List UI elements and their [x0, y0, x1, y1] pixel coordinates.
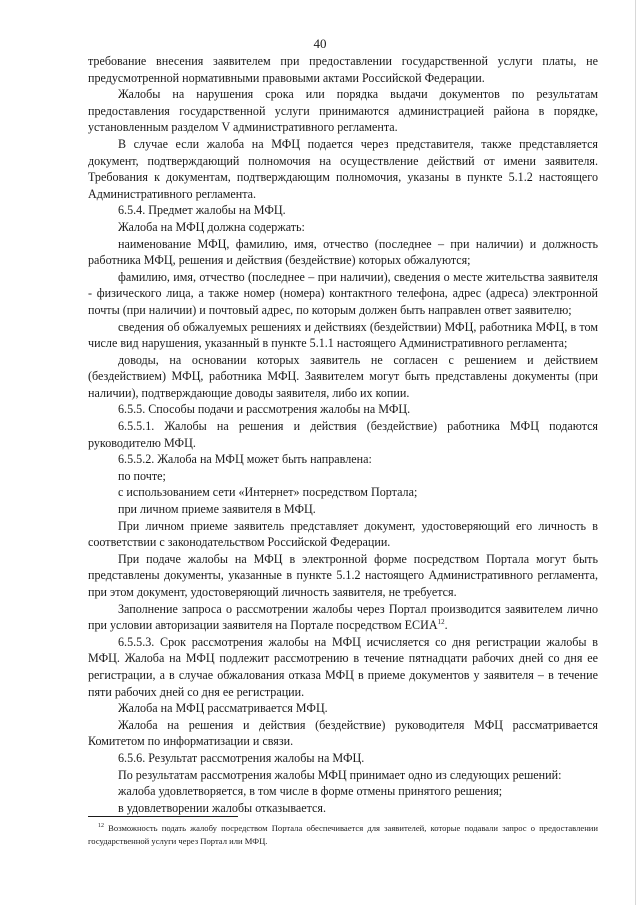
paragraph: При личном приеме заявитель представляет документ, удостоверяющий его личность в соответствии с законодательством Российской Федерации. — [88, 518, 598, 550]
footnote — [88, 822, 598, 847]
scan-edge — [635, 0, 636, 905]
paragraph: По результатам рассмотрения жалобы МФЦ принимает одно из следующих решений: — [118, 767, 562, 782]
paragraph: В случае если жалоба на МФЦ подается через представителя, также представляется документ, подтверждающий полномочия на осуществление действий от имени заявителя. Требования к документам, подтверждающим полномочия, указаны в пункте 5.1.2 настоящего Административного регламента. — [88, 136, 598, 201]
list-item: наименование МФЦ, фамилию, имя, отчество (последнее – при наличии) и должность работника МФЦ, решения и действия (бездействие) которых обжалуются; — [88, 236, 598, 268]
footnote-text: Возможность подать жалобу посредством Портала обеспечивается для заявителей, которые подавали запрос о предоставлении государственной услуги через Портал или МФЦ. — [88, 823, 598, 846]
footnote-reference: 12 — [437, 618, 445, 627]
section-heading: 6.5.4. Предмет жалобы на МФЦ. — [118, 203, 286, 218]
paragraph: Жалоба на МФЦ рассматривается МФЦ. — [118, 701, 328, 716]
list-item: при личном приеме заявителя в МФЦ. — [118, 502, 316, 517]
footnote-divider — [88, 816, 238, 817]
paragraph: 6.5.5.3. Срок рассмотрения жалобы на МФЦ исчисляется со дня регистрации жалобы в МФЦ. Жалоба на МФЦ подлежит рассмотрению в течение пятнадцати рабочих дней со дня ее регистрации, а в случае обжалования отказа МФЦ в приеме документов у заявителя – в течение пяти рабочих дней со дня ее регистрации. — [88, 634, 598, 699]
paragraph: При подаче жалобы на МФЦ в электронной форме посредством Портала могут быть представлены документы, указанные в пункте 5.1.2 настоящего Административного регламента, при этом документ, удостоверяющий личность заявителя, не требуется. — [88, 551, 598, 599]
list-item: с использованием сети «Интернет» посредством Портала; — [118, 485, 418, 500]
footnote-marker: 12 — [98, 823, 104, 830]
list-item: доводы, на основании которых заявитель не согласен с решением и действием (бездействием) МФЦ, работника МФЦ. Заявителем могут быть представлены документы (при наличии), подтверждающие доводы заявителя, либо их копии. — [88, 352, 598, 400]
list-item: по почте; — [118, 468, 166, 483]
paragraph: требование внесения заявителем при предоставлении государственной услуги платы, не предусмотренной нормативными правовыми актами Российской Федерации. — [88, 54, 598, 85]
body-text — [88, 53, 598, 816]
page-number: 40 — [313, 36, 327, 51]
section-heading: 6.5.5. Способы подачи и рассмотрения жалобы на МФЦ. — [118, 402, 411, 417]
paragraph: Жалоба на МФЦ должна содержать: — [118, 219, 305, 234]
list-item: жалоба удовлетворяется, в том числе в форме отмены принятого решения; — [118, 784, 503, 799]
list-item: сведения об обжалуемых решениях и действиях (бездействии) МФЦ, работника МФЦ, в том числе вид нарушения, указанный в пункте 5.1.1 настоящего Административного регламента; — [88, 319, 598, 351]
paragraph: Жалоба на решения и действия (бездействие) руководителя МФЦ рассматривается Комитетом по информатизации и связи. — [88, 717, 598, 749]
paragraph: Заполнение запроса о рассмотрении жалобы через Портал производится заявителем лично при условии авторизации заявителя на Портале посредством ЕСИА$^{12}$. — [88, 601, 598, 633]
paragraph: 6.5.5.1. Жалобы на решения и действия (бездействие) работника МФЦ подаются руководителю МФЦ. — [88, 419, 598, 450]
list-item: фамилию, имя, отчество (последнее – при наличии), сведения о месте жительства заявителя - физического лица, а также номер (номера) контактного телефона, адрес (адреса) электронной почты (при наличии) и почтовый адрес, по которым должен быть направлен ответ заявителю; — [88, 269, 598, 317]
section-heading: 6.5.6. Результат рассмотрения жалобы на МФЦ. — [118, 750, 365, 765]
list-item: в удовлетворении жалобы отказывается. — [118, 800, 327, 815]
paragraph: 6.5.5.2. Жалоба на МФЦ может быть направлена: — [118, 452, 372, 467]
paragraph: Жалобы на нарушения срока или порядка выдачи документов по результатам предоставления государственной услуги принимаются администрацией района в порядке, установленным разделом V административного регламента. — [88, 87, 598, 135]
